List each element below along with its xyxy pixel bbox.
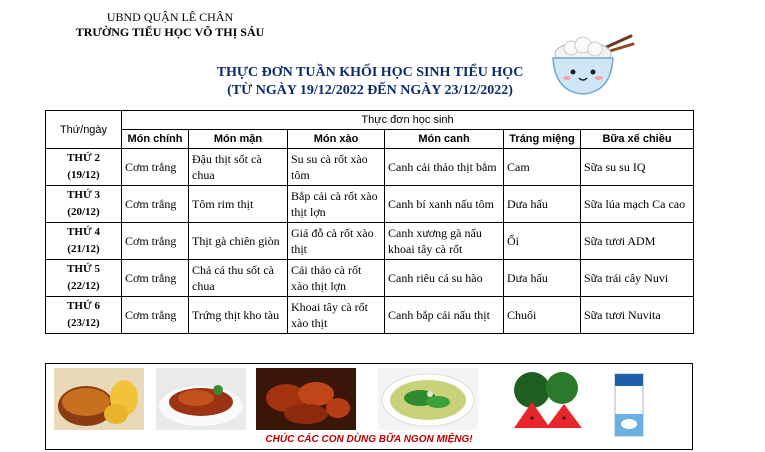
day-cell bbox=[46, 260, 122, 297]
menu-cell: Chả cá thu sốt cà chua bbox=[189, 260, 288, 297]
title-line-1: THỰC ĐƠN TUẦN KHỐI HỌC SINH TIỂU HỌC bbox=[216, 65, 524, 80]
table-row bbox=[46, 186, 694, 223]
vegetable-soup-photo bbox=[378, 368, 478, 430]
date-label: (19/12) bbox=[67, 169, 100, 181]
weekly-menu-table bbox=[45, 110, 694, 334]
menu-cell: Chuối bbox=[504, 297, 581, 334]
watermelon-photo bbox=[506, 368, 586, 430]
slogan: CHÚC CÁC CON DÙNG BỮA NGON MIỆNG! bbox=[265, 434, 473, 445]
table-row bbox=[46, 297, 694, 334]
day-label: THỨ 5 bbox=[67, 263, 100, 275]
menu-cell: Giá đỗ cà rốt xào thịt bbox=[288, 223, 385, 260]
menu-cell: Canh xương gà nấu khoai tây cà rốt bbox=[385, 223, 504, 260]
menu-cell: Cơm trắng bbox=[122, 297, 189, 334]
date-label: (22/12) bbox=[67, 280, 100, 292]
day-label: THỨ 3 bbox=[67, 189, 100, 201]
menu-cell: Trứng thịt kho tàu bbox=[189, 297, 288, 334]
menu-cell: Sữa tươi Nuvita bbox=[581, 297, 694, 334]
menu-cell: Cơm trắng bbox=[122, 260, 189, 297]
day-cell bbox=[46, 149, 122, 186]
ribs-dish-photo bbox=[256, 368, 356, 430]
title-line-2: (TỪ NGÀY 19/12/2022 ĐẾN NGÀY 23/12/2022) bbox=[227, 83, 513, 98]
table-row bbox=[46, 149, 694, 186]
table-row bbox=[46, 223, 694, 260]
day-label: THỨ 4 bbox=[67, 226, 100, 238]
food-photo-strip bbox=[45, 363, 693, 450]
day-cell bbox=[46, 297, 122, 334]
milk-carton-photo bbox=[611, 368, 647, 438]
menu-cell: Cam bbox=[504, 149, 581, 186]
district-name: UBND QUẬN LÊ CHÂN bbox=[106, 10, 234, 24]
menu-cell: Đậu thịt sốt cà chua bbox=[189, 149, 288, 186]
column-header: Món chính bbox=[122, 130, 189, 149]
menu-cell: Khoai tây cà rốt xào thịt bbox=[288, 297, 385, 334]
fish-dish-photo bbox=[156, 368, 246, 430]
menu-cell: Cơm trắng bbox=[122, 186, 189, 223]
menu-cell: Sữa lúa mạch Ca cao bbox=[581, 186, 694, 223]
page-title bbox=[150, 64, 590, 100]
menu-cell: Sữa su su IQ bbox=[581, 149, 694, 186]
menu-cell: Sữa tươi ADM bbox=[581, 223, 694, 260]
day-cell bbox=[46, 186, 122, 223]
menu-cell: Canh cải thảo thịt bằm bbox=[385, 149, 504, 186]
date-label: (21/12) bbox=[67, 243, 100, 255]
pudding-photo bbox=[54, 368, 144, 430]
menu-cell: Dưa hấu bbox=[504, 260, 581, 297]
menu-cell: Cơm trắng bbox=[122, 223, 189, 260]
menu-cell: Dưa hấu bbox=[504, 186, 581, 223]
menu-cell: Su su cà rốt xào tôm bbox=[288, 149, 385, 186]
day-label: THỨ 6 bbox=[67, 300, 100, 312]
menu-cell: Ổi bbox=[504, 223, 581, 260]
menu-cell: Canh bắp cải nấu thịt bbox=[385, 297, 504, 334]
school-name: TRƯỜNG TIỂU HỌC VÕ THỊ SÁU bbox=[75, 25, 265, 39]
menu-cell: Sữa trái cây Nuvi bbox=[581, 260, 694, 297]
column-header: Bữa xế chiều bbox=[581, 130, 694, 149]
menu-cell: Tôm rim thịt bbox=[189, 186, 288, 223]
menu-cell: Canh riêu cá su hào bbox=[385, 260, 504, 297]
column-header: Món canh bbox=[385, 130, 504, 149]
menu-cell: Bắp cải cà rốt xào thịt lợn bbox=[288, 186, 385, 223]
column-header: Tráng miệng bbox=[504, 130, 581, 149]
day-column-header: Thứ/ngày bbox=[46, 111, 122, 149]
menu-cell: Cơm trắng bbox=[122, 149, 189, 186]
day-cell bbox=[46, 223, 122, 260]
menu-cell: Thịt gà chiên giòn bbox=[189, 223, 288, 260]
menu-cell: Cải thảo cà rốt xào thịt lợn bbox=[288, 260, 385, 297]
school-header bbox=[70, 10, 270, 40]
menu-group-header: Thực đơn học sinh bbox=[122, 111, 694, 130]
column-header: Món mặn bbox=[189, 130, 288, 149]
table-row bbox=[46, 260, 694, 297]
date-label: (23/12) bbox=[67, 317, 100, 329]
date-label: (20/12) bbox=[67, 206, 100, 218]
column-header: Món xào bbox=[288, 130, 385, 149]
day-label: THỨ 2 bbox=[67, 152, 100, 164]
menu-cell: Canh bí xanh nấu tôm bbox=[385, 186, 504, 223]
rice-bowl-icon bbox=[545, 30, 635, 100]
